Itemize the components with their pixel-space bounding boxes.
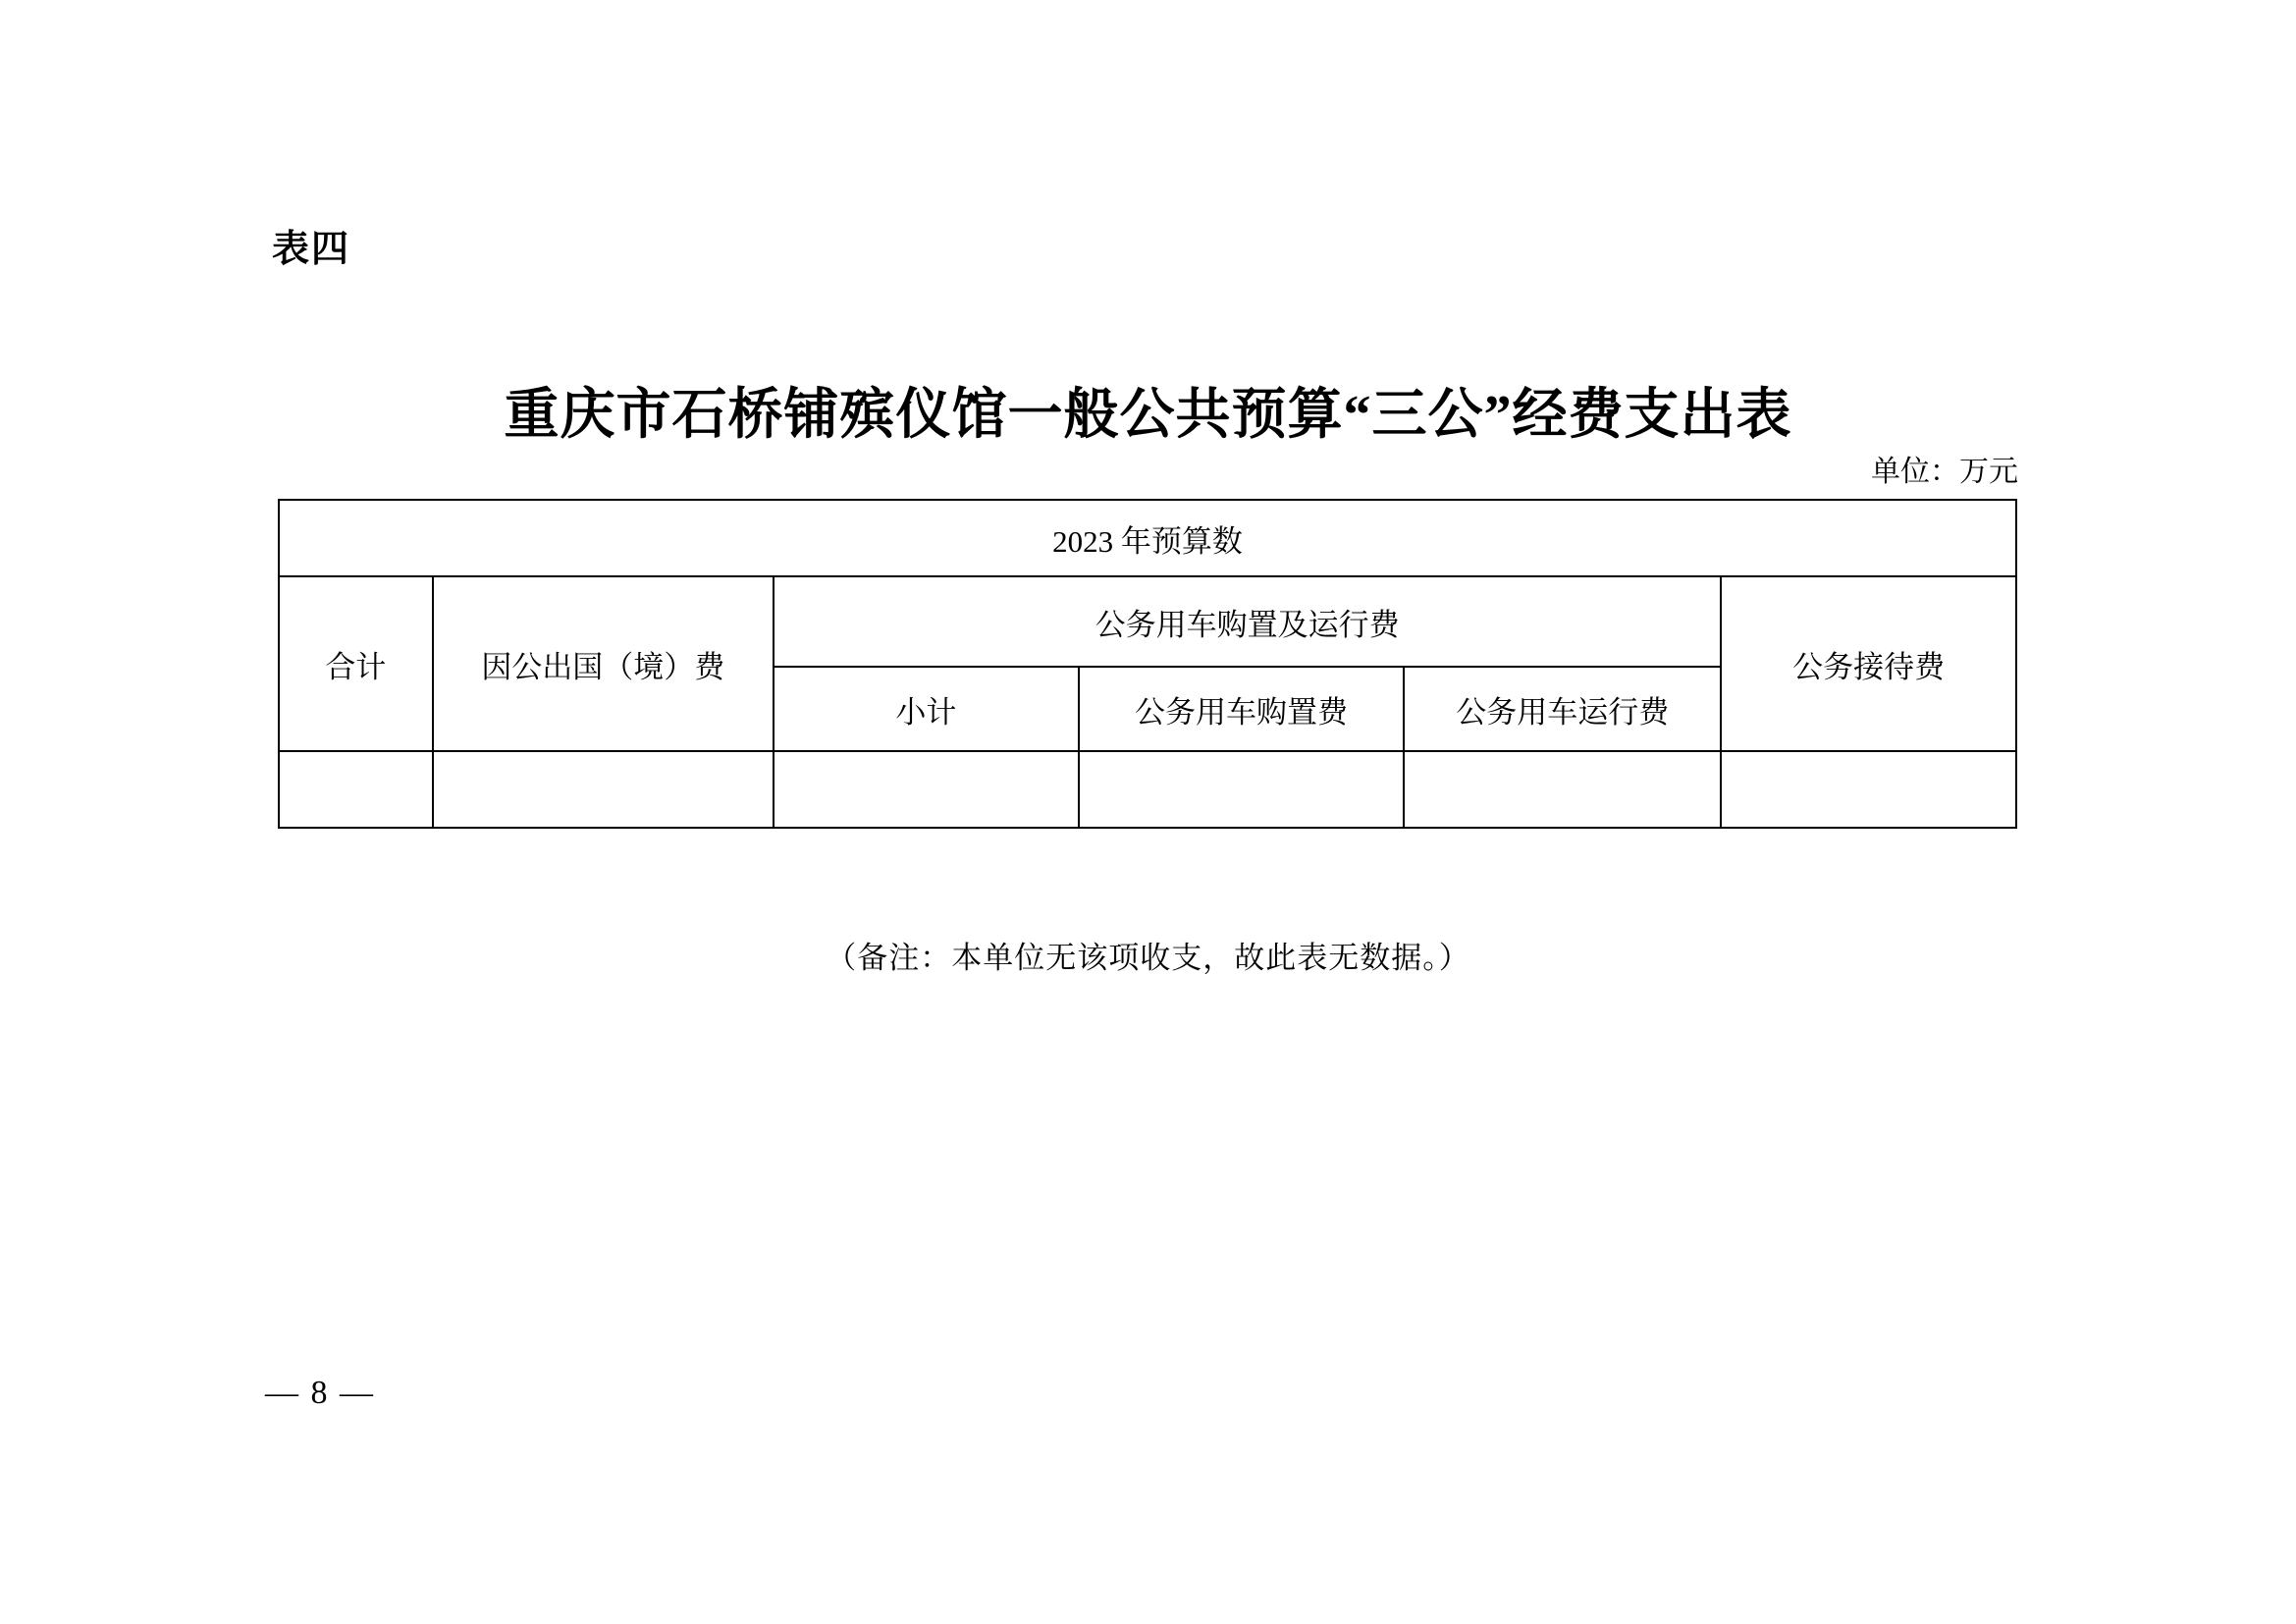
- page-number: — 8 —: [265, 1375, 375, 1411]
- table-header-total: 合计: [279, 576, 433, 751]
- table-header-abroad: 因公出国（境）费: [433, 576, 774, 751]
- page-title: 重庆市石桥铺殡仪馆一般公共预算“三公”经费支出表: [504, 384, 1792, 446]
- table-row: [279, 751, 2016, 828]
- table-footnote: （备注：本单位无该项收支，故此表无数据。）: [826, 941, 1470, 975]
- cell-vehicle-subtotal: [774, 751, 1079, 828]
- table-header-vehicle-purchase: 公务用车购置费: [1079, 667, 1405, 751]
- table-row-year-header: [279, 500, 2016, 576]
- table-header-vehicle-group: 公务用车购置及运行费: [774, 576, 1721, 667]
- cell-vehicle-purchase: [1079, 751, 1405, 828]
- cell-reception: [1721, 751, 2016, 828]
- table-header-reception: 公务接待费: [1721, 576, 2016, 751]
- cell-total: [279, 751, 433, 828]
- table-header-vehicle-operation: 公务用车运行费: [1404, 667, 1721, 751]
- table-header-vehicle-subtotal: 小计: [774, 667, 1079, 751]
- budget-table: [278, 499, 2017, 829]
- table-row-header-main: [279, 576, 2016, 667]
- cell-abroad: [433, 751, 774, 828]
- table-label: 表四: [272, 229, 351, 270]
- table-header-year: 2023 年预算数: [279, 500, 2016, 576]
- unit-note: 单位：万元: [1871, 456, 2018, 488]
- cell-vehicle-operation: [1404, 751, 1721, 828]
